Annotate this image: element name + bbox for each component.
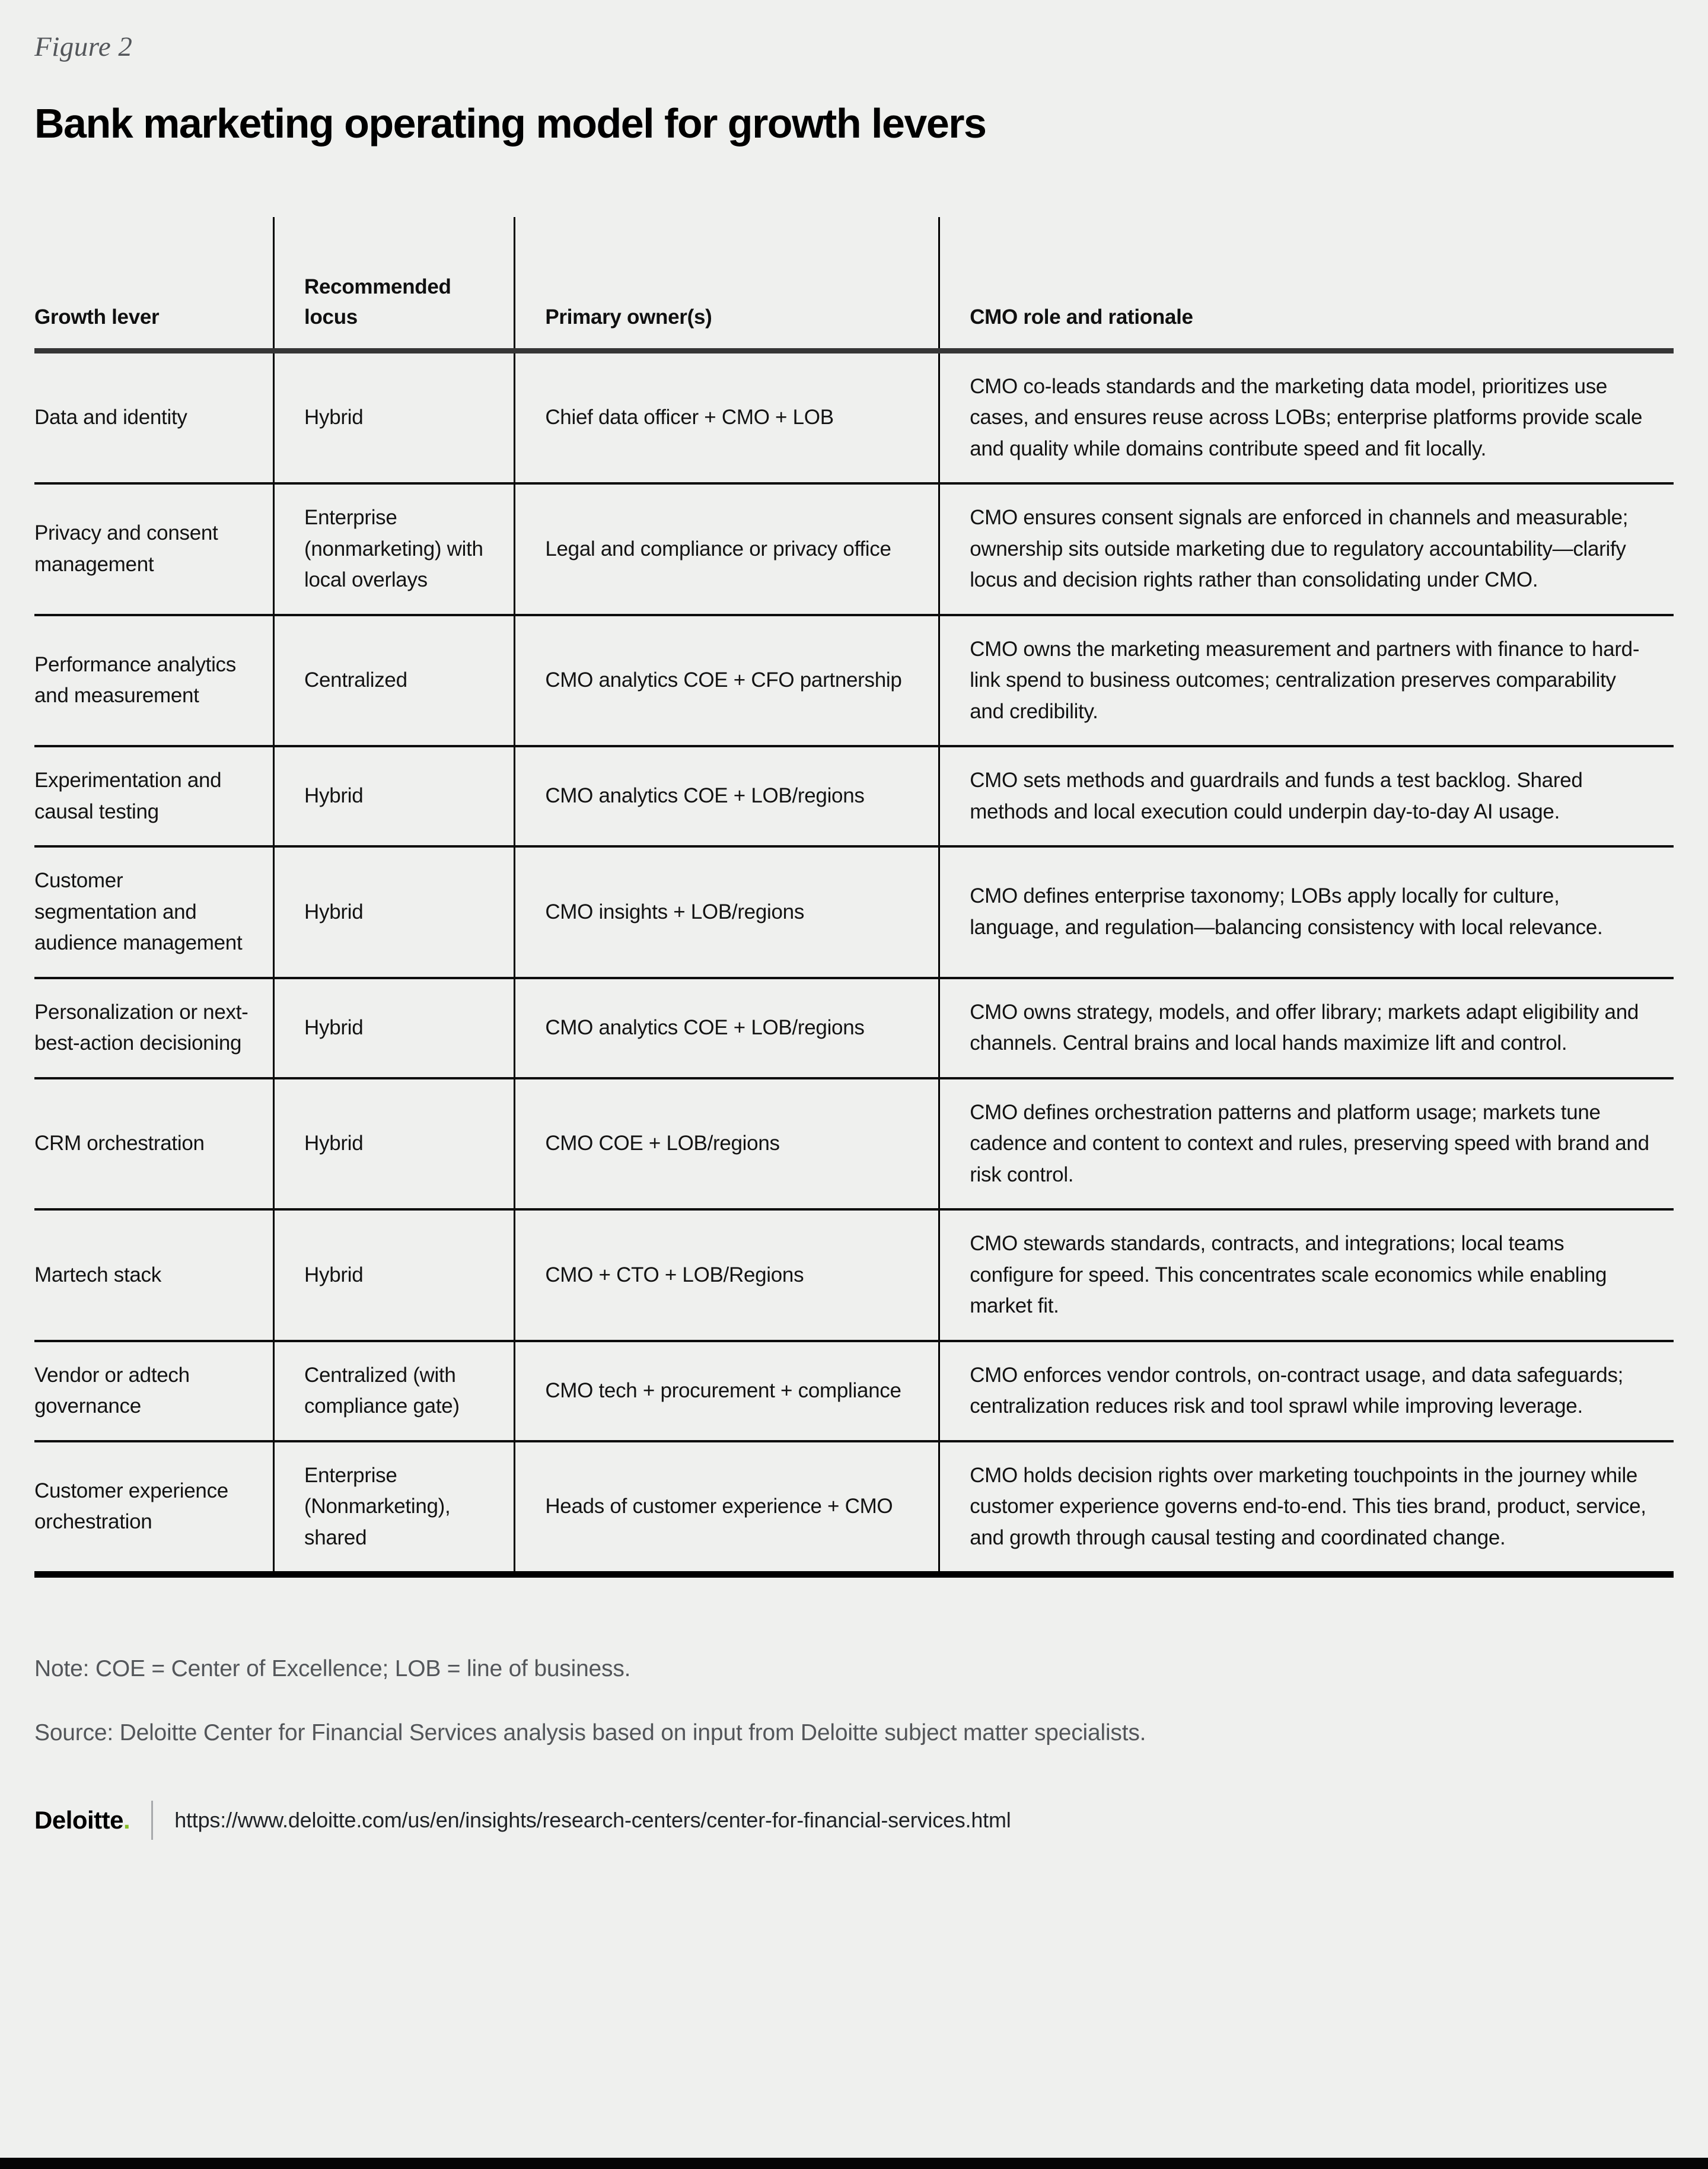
- cell-growth-lever: Privacy and consent management: [34, 483, 274, 615]
- cell-rationale: CMO co-leads standards and the marketing data model, prioritizes use cases, and ensures reuse across LOBs; enterprise platforms provide scale and quality while domains contribute speed and fit locally.: [939, 351, 1674, 483]
- cell-growth-lever: Performance analytics and measurement: [34, 615, 274, 747]
- cell-locus: Enterprise (nonmarketing) with local overlays: [274, 483, 515, 615]
- column-header-cmo-role: CMO role and rationale: [939, 217, 1674, 351]
- cell-growth-lever: Customer experience orchestration: [34, 1441, 274, 1575]
- note-text: Note: COE = Center of Excellence; LOB = line of business.: [34, 1656, 631, 1681]
- cell-locus: Hybrid: [274, 846, 515, 978]
- cell-locus: Hybrid: [274, 746, 515, 846]
- operating-model-table: [34, 217, 1674, 1578]
- column-header-recommended-locus: Recommended locus: [274, 217, 515, 351]
- cell-locus: Hybrid: [274, 1078, 515, 1210]
- cell-locus: Hybrid: [274, 1209, 515, 1341]
- footer-url-link[interactable]: https://www.deloitte.com/us/en/insights/research-centers/center-for-financial-services.html: [174, 1808, 1011, 1832]
- table-row: [34, 615, 1674, 747]
- cell-locus: Enterprise (Nonmarketing), shared: [274, 1441, 515, 1575]
- table-row: [34, 1441, 1674, 1575]
- footer-divider: [151, 1801, 153, 1840]
- column-header-growth-lever: Growth lever: [34, 217, 274, 351]
- table-row: [34, 978, 1674, 1078]
- table-row: [34, 351, 1674, 483]
- cell-growth-lever: Customer segmentation and audience management: [34, 846, 274, 978]
- cell-growth-lever: Personalization or next-best-action decisioning: [34, 978, 274, 1078]
- cell-owners: Legal and compliance or privacy office: [515, 483, 939, 615]
- cell-rationale: CMO ensures consent signals are enforced in channels and measurable; ownership sits outside marketing due to regulatory accountability—clarify locus and decision rights rather than consolidating under CMO.: [939, 483, 1674, 615]
- cell-owners: Chief data officer + CMO + LOB: [515, 351, 939, 483]
- table-row: [34, 1078, 1674, 1210]
- cell-rationale: CMO enforces vendor controls, on-contract usage, and data safeguards; centralization reduces risk and tool sprawl while improving leverage.: [939, 1341, 1674, 1441]
- cell-growth-lever: Vendor or adtech governance: [34, 1341, 274, 1441]
- cell-rationale: CMO sets methods and guardrails and funds a test backlog. Shared methods and local execution could underpin day-to-day AI usage.: [939, 746, 1674, 846]
- table-row: [34, 1209, 1674, 1341]
- figure-title: Bank marketing operating model for growth levers: [34, 100, 986, 146]
- cell-owners: CMO COE + LOB/regions: [515, 1078, 939, 1210]
- cell-locus: Centralized (with compliance gate): [274, 1341, 515, 1441]
- cell-rationale: CMO owns the marketing measurement and partners with finance to hard-link spend to business outcomes; centralization preserves comparability and credibility.: [939, 615, 1674, 747]
- cell-growth-lever: Martech stack: [34, 1209, 274, 1341]
- cell-locus: Centralized: [274, 615, 515, 747]
- cell-rationale: CMO defines orchestration patterns and platform usage; markets tune cadence and content to context and rules, preserving speed with brand and risk control.: [939, 1078, 1674, 1210]
- source-text: Source: Deloitte Center for Financial Services analysis based on input from Deloitte subject matter specialists.: [34, 1720, 1146, 1746]
- deloitte-wordmark: Deloitte: [34, 1806, 124, 1834]
- cell-owners: CMO tech + procurement + compliance: [515, 1341, 939, 1441]
- deloitte-logo: [34, 1806, 130, 1834]
- cell-owners: CMO analytics COE + LOB/regions: [515, 978, 939, 1078]
- cell-rationale: CMO defines enterprise taxonomy; LOBs apply locally for culture, language, and regulation—balancing consistency with local relevance.: [939, 846, 1674, 978]
- footer-brand-bar: [34, 1801, 1674, 1840]
- cell-growth-lever: Data and identity: [34, 406, 187, 429]
- table-header-row: [34, 217, 1674, 351]
- cell-owners: Heads of customer experience + CMO: [515, 1441, 939, 1575]
- bottom-black-bar: [0, 2158, 1708, 2169]
- deloitte-green-dot: .: [123, 1806, 130, 1834]
- cell-owners: CMO + CTO + LOB/Regions: [515, 1209, 939, 1341]
- column-header-primary-owners: Primary owner(s): [515, 217, 939, 351]
- cell-rationale: CMO owns strategy, models, and offer library; markets adapt eligibility and channels. Central brains and local hands maximize lift and control.: [939, 978, 1674, 1078]
- table-row: [34, 1341, 1674, 1441]
- table-row: [34, 483, 1674, 615]
- figure-label: Figure 2: [34, 31, 133, 62]
- cell-locus: Hybrid: [274, 978, 515, 1078]
- cell-growth-lever: CRM orchestration: [34, 1078, 274, 1210]
- cell-rationale: CMO stewards standards, contracts, and integrations; local teams configure for speed. This concentrates scale economics while enabling market fit.: [939, 1209, 1674, 1341]
- cell-owners: CMO insights + LOB/regions: [515, 846, 939, 978]
- table-row: [34, 746, 1674, 846]
- cell-growth-lever: Experimentation and causal testing: [34, 746, 274, 846]
- table-row: [34, 846, 1674, 978]
- cell-owners: CMO analytics COE + CFO partnership: [515, 615, 939, 747]
- cell-owners: CMO analytics COE + LOB/regions: [515, 746, 939, 846]
- cell-rationale: CMO holds decision rights over marketing touchpoints in the journey while customer experience governs end-to-end. This ties brand, product, service, and growth through causal testing and coordinated change.: [939, 1441, 1674, 1575]
- cell-locus: Hybrid: [274, 351, 515, 483]
